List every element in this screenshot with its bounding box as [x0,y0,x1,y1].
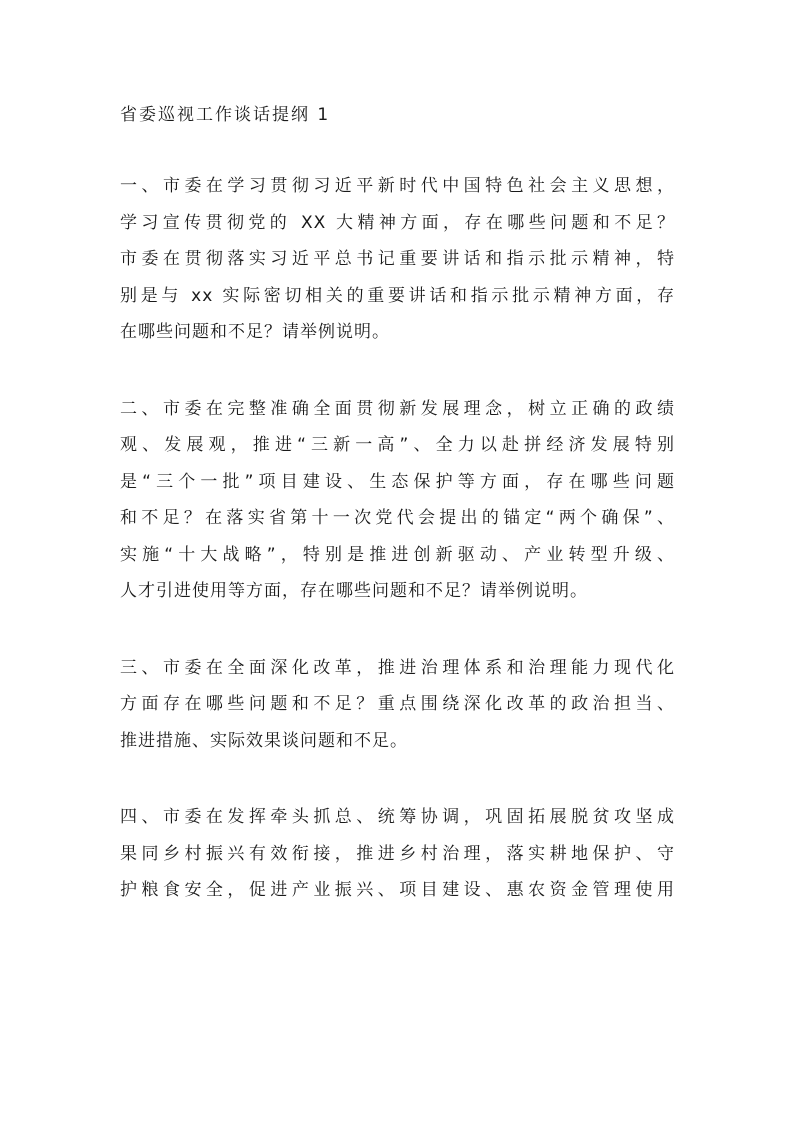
text-line: 推进措施、实际效果谈问题和不足。 [120,730,408,751]
text-line: 学习宣传贯彻党的 XX 大精神方面，存在哪些问题和不足？ [120,212,675,233]
text-line: 四、市委在发挥牵头抓总、统筹协调，巩固拓展脱贫攻坚成 [120,807,675,827]
text-line: 二、市委在完整准确全面贯彻新发展理念，树立正确的政绩 [120,398,675,419]
paragraph-1 [120,168,675,351]
paragraph-2 [120,391,675,610]
text-line: 人才引进使用等方面，存在哪些问题和不足？请举例说明。 [120,581,588,601]
paragraph-3 [120,650,675,760]
text-line: 别是与 xx 实际密切相关的重要讲话和指示批示精神方面，存 [120,285,675,306]
text-line: 观、发展观，推进“三新一高”、全力以赴拼经济发展特别 [120,435,675,455]
text-line: 实施“十大战略”，特别是推进创新驱动、产业转型升级、 [120,544,675,565]
document-page [120,97,675,949]
document-title: 省委巡视工作谈话提纲 1 [120,105,331,125]
text-line: 方面存在哪些问题和不足？重点围绕深化改革的政治担当、 [120,694,675,714]
text-line: 市委在贯彻落实习近平总书记重要讲话和指示批示精神，特 [120,249,675,269]
paragraph-4 [120,799,675,909]
text-line: 三、市委在全面深化改革，推进治理体系和治理能力现代化 [120,657,675,678]
text-line: 果同乡村振兴有效衔接，推进乡村治理，落实耕地保护、守 [120,843,675,864]
text-line: 一、市委在学习贯彻习近平新时代中国特色社会主义思想， [120,176,675,196]
text-line: 是“三个一批”项目建设、生态保护等方面，存在哪些问题 [120,471,675,492]
text-line: 护粮食安全，促进产业振兴、项目建设、惠农资金管理使用 [120,880,675,900]
text-line: 和不足？在落实省第十一次党代会提出的锚定“两个确保”、 [120,508,675,528]
text-line: 在哪些问题和不足？请举例说明。 [120,322,390,342]
